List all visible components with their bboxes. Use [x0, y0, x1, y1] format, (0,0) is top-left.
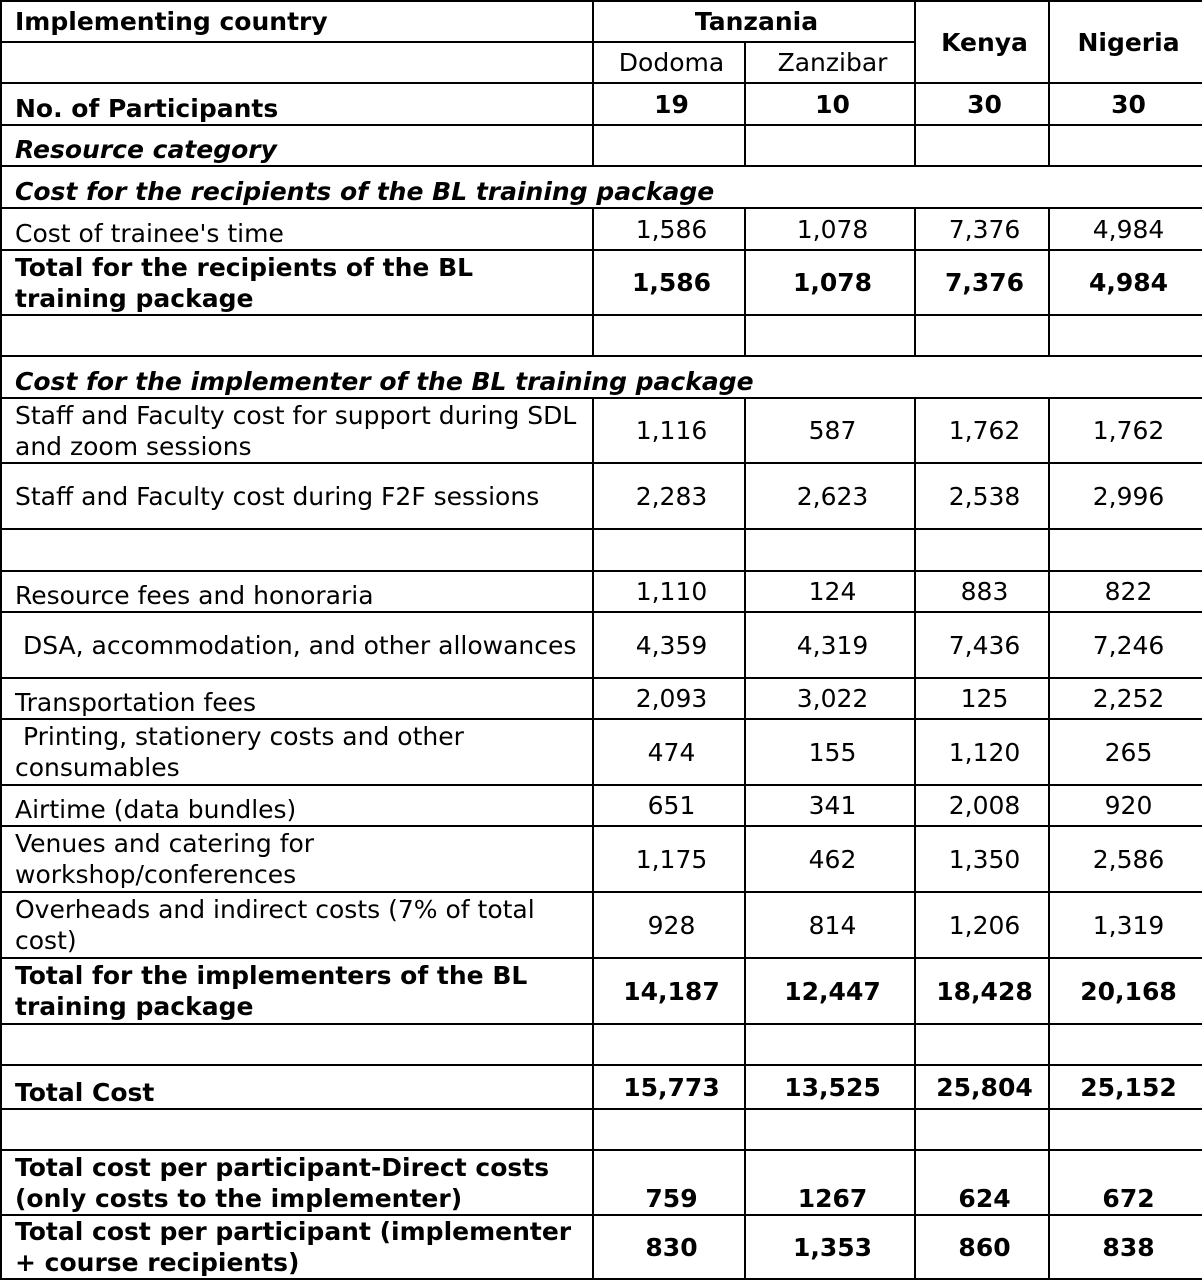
cell-kenya: 125 — [915, 678, 1049, 719]
header-zanzibar: Zanzibar — [745, 42, 915, 83]
cell-zanzibar: 1,353 — [745, 1215, 915, 1279]
cell-zanzibar: 4,319 — [745, 612, 915, 678]
row-label: Staff and Faculty cost during F2F sessions — [1, 463, 593, 529]
row-spacer — [1, 1109, 1202, 1150]
cell-dodoma: 1,586 — [593, 250, 745, 315]
empty-cell — [1049, 125, 1202, 166]
row-spacer — [1, 529, 1202, 571]
cell-dodoma: 1,175 — [593, 826, 745, 892]
row-label: Staff and Faculty cost for support during SDL and zoom sessions — [1, 398, 593, 463]
cell-kenya: 1,206 — [915, 892, 1049, 958]
empty-cell — [915, 315, 1049, 356]
cell-nigeria: 672 — [1049, 1150, 1202, 1215]
cell-kenya: 1,762 — [915, 398, 1049, 463]
empty-cell — [1, 529, 593, 571]
cell-nigeria: 7,246 — [1049, 612, 1202, 678]
cell-dodoma: 19 — [593, 83, 745, 125]
cell-dodoma: 15,773 — [593, 1065, 745, 1109]
cell-dodoma: 1,116 — [593, 398, 745, 463]
row-staff-sdl — [1, 398, 1202, 463]
empty-cell — [745, 529, 915, 571]
cell-dodoma: 1,110 — [593, 571, 745, 612]
empty-cell — [1049, 315, 1202, 356]
header-dodoma: Dodoma — [593, 42, 745, 83]
row-resource-category — [1, 125, 1202, 166]
cell-dodoma: 474 — [593, 719, 745, 785]
cell-dodoma: 2,283 — [593, 463, 745, 529]
row-section-implementer — [1, 356, 1202, 398]
empty-cell — [593, 125, 745, 166]
cell-nigeria: 1,762 — [1049, 398, 1202, 463]
row-per-participant-total — [1, 1215, 1202, 1279]
cell-nigeria: 1,319 — [1049, 892, 1202, 958]
row-transport — [1, 678, 1202, 719]
row-label: Overheads and indirect costs (7% of total cost) — [1, 892, 593, 958]
cell-kenya: 18,428 — [915, 958, 1049, 1024]
cell-kenya: 2,538 — [915, 463, 1049, 529]
empty-cell — [593, 1109, 745, 1150]
cell-dodoma: 759 — [593, 1150, 745, 1215]
cell-dodoma: 830 — [593, 1215, 745, 1279]
cell-zanzibar: 155 — [745, 719, 915, 785]
row-label: Total cost per participant (implementer + course recipients) — [1, 1215, 593, 1279]
empty-cell — [593, 1024, 745, 1065]
row-airtime — [1, 785, 1202, 826]
cell-zanzibar: 1,078 — [745, 250, 915, 315]
row-label: DSA, accommodation, and other allowances — [1, 612, 593, 678]
cell-nigeria: 30 — [1049, 83, 1202, 125]
cell-nigeria: 4,984 — [1049, 208, 1202, 250]
cell-zanzibar: 12,447 — [745, 958, 915, 1024]
cell-zanzibar: 13,525 — [745, 1065, 915, 1109]
cell-kenya: 30 — [915, 83, 1049, 125]
cell-zanzibar: 814 — [745, 892, 915, 958]
row-printing — [1, 719, 1202, 785]
row-resource-fees — [1, 571, 1202, 612]
cell-nigeria: 20,168 — [1049, 958, 1202, 1024]
cell-kenya: 1,350 — [915, 826, 1049, 892]
cell-zanzibar: 1267 — [745, 1150, 915, 1215]
row-label: Airtime (data bundles) — [1, 785, 593, 826]
cell-zanzibar: 124 — [745, 571, 915, 612]
cell-nigeria: 265 — [1049, 719, 1202, 785]
cell-kenya: 7,376 — [915, 208, 1049, 250]
row-label: Resource fees and honoraria — [1, 571, 593, 612]
row-label: Venues and catering for workshop/conferences — [1, 826, 593, 892]
row-label: Total for the recipients of the BL training package — [1, 250, 593, 315]
cell-kenya: 25,804 — [915, 1065, 1049, 1109]
empty-cell — [745, 1024, 915, 1065]
cell-nigeria: 2,586 — [1049, 826, 1202, 892]
row-section-recipients — [1, 166, 1202, 208]
section-label: Cost for the recipients of the BL training package — [1, 166, 1202, 208]
cell-nigeria: 822 — [1049, 571, 1202, 612]
empty-cell — [1049, 1024, 1202, 1065]
header-implementing-country: Implementing country — [1, 1, 593, 42]
row-venues — [1, 826, 1202, 892]
empty-cell — [915, 529, 1049, 571]
row-staff-f2f — [1, 463, 1202, 529]
cell-dodoma: 928 — [593, 892, 745, 958]
cell-kenya: 7,436 — [915, 612, 1049, 678]
cell-dodoma: 4,359 — [593, 612, 745, 678]
header-kenya: Kenya — [915, 1, 1049, 83]
cell-kenya: 2,008 — [915, 785, 1049, 826]
row-total-cost — [1, 1065, 1202, 1109]
empty-cell — [1, 1024, 593, 1065]
empty-cell — [593, 529, 745, 571]
row-label: Printing, stationery costs and other consumables — [1, 719, 593, 785]
cell-dodoma: 651 — [593, 785, 745, 826]
empty-cell — [745, 315, 915, 356]
cell-nigeria: 25,152 — [1049, 1065, 1202, 1109]
cell-zanzibar: 462 — [745, 826, 915, 892]
row-per-participant-direct — [1, 1150, 1202, 1215]
empty-cell — [915, 1024, 1049, 1065]
cell-zanzibar: 3,022 — [745, 678, 915, 719]
empty-cell — [745, 125, 915, 166]
row-label: Transportation fees — [1, 678, 593, 719]
cell-zanzibar: 587 — [745, 398, 915, 463]
empty-cell — [1049, 529, 1202, 571]
row-trainee-time — [1, 208, 1202, 250]
cell-dodoma: 14,187 — [593, 958, 745, 1024]
section-label: Cost for the implementer of the BL training package — [1, 356, 1202, 398]
cell-kenya: 883 — [915, 571, 1049, 612]
row-overheads — [1, 892, 1202, 958]
empty-cell — [915, 1109, 1049, 1150]
cell-kenya: 7,376 — [915, 250, 1049, 315]
cell-dodoma: 2,093 — [593, 678, 745, 719]
empty-cell — [915, 125, 1049, 166]
cell-kenya: 860 — [915, 1215, 1049, 1279]
cell-zanzibar: 2,623 — [745, 463, 915, 529]
cell-kenya: 624 — [915, 1150, 1049, 1215]
row-spacer — [1, 315, 1202, 356]
row-dsa — [1, 612, 1202, 678]
cell-dodoma: 1,586 — [593, 208, 745, 250]
cell-nigeria: 2,252 — [1049, 678, 1202, 719]
header-empty-cell — [1, 42, 593, 83]
empty-cell — [1, 1109, 593, 1150]
empty-cell — [1, 315, 593, 356]
row-label: Total Cost — [1, 1065, 593, 1109]
row-label: Total cost per participant-Direct costs (only costs to the implementer) — [1, 1150, 593, 1215]
row-label: Cost of trainee's time — [1, 208, 593, 250]
header-nigeria: Nigeria — [1049, 1, 1202, 83]
cell-nigeria: 838 — [1049, 1215, 1202, 1279]
row-label: Total for the implementers of the BL training package — [1, 958, 593, 1024]
cell-kenya: 1,120 — [915, 719, 1049, 785]
cell-zanzibar: 341 — [745, 785, 915, 826]
header-tanzania: Tanzania — [593, 1, 915, 42]
section-label: Resource category — [1, 125, 593, 166]
row-spacer — [1, 1024, 1202, 1065]
cell-zanzibar: 1,078 — [745, 208, 915, 250]
row-total-implementers — [1, 958, 1202, 1024]
row-total-recipients — [1, 250, 1202, 315]
cell-nigeria: 2,996 — [1049, 463, 1202, 529]
empty-cell — [593, 315, 745, 356]
cell-nigeria: 920 — [1049, 785, 1202, 826]
cell-nigeria: 4,984 — [1049, 250, 1202, 315]
cell-zanzibar: 10 — [745, 83, 915, 125]
empty-cell — [1049, 1109, 1202, 1150]
row-participants — [1, 83, 1202, 125]
empty-cell — [745, 1109, 915, 1150]
row-label: No. of Participants — [1, 83, 593, 125]
